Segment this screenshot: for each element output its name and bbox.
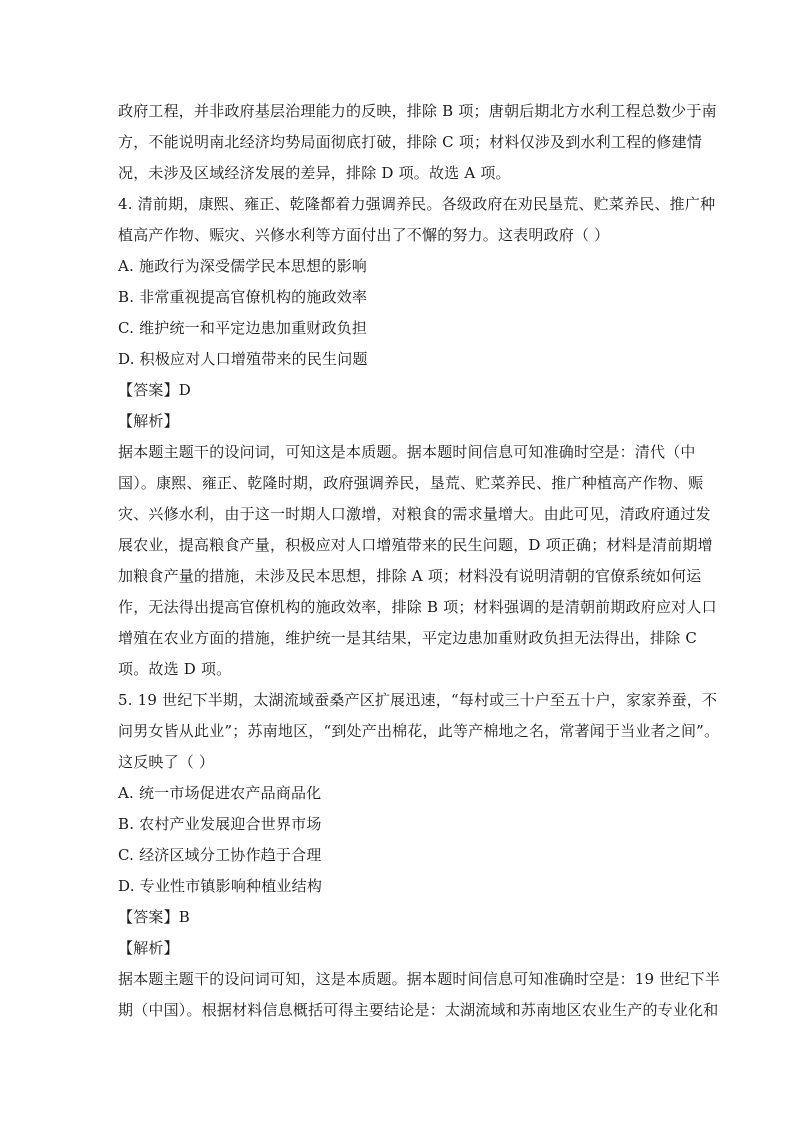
question-4-stem: 4. 清前期，康熙、雍正、乾隆都着力强调养民。各级政府在劝民垦荒、贮菜养民、推广种 [118,195,716,213]
answer-label: 【答案】D [118,381,192,399]
analysis-text: 据本题主题干的设问词，可知这是本质题。据本题时间信息可知准确时空是：清代（中 [118,443,696,461]
question-5-option-a: A. 统一市场促进农产品商品化 [118,784,322,802]
analysis-text: 加粮食产量的措施，未涉及民本思想，排除 A 项；材料没有说明清朝的官僚系统如何运 [118,567,702,585]
question-4-option-b: B. 非常重视提高官僚机构的施政效率 [118,288,368,306]
text-line: 政府工程，并非政府基层治理能力的反映，排除 B 项；唐朝后期北方水利工程总数少于南 [118,102,717,120]
analysis-label: 【解析】 [118,412,179,430]
text-line: 方，不能说明南北经济均势局面彻底打破，排除 C 项；材料仅涉及到水利工程的修建情 [118,133,703,151]
question-4-option-c: C. 维护统一和平定边患加重财政负担 [118,319,368,337]
analysis-text: 灾、兴修水利，由于这一时期人口激增，对粮食的需求量增大。由此可见，清政府通过发 [118,505,711,523]
question-4-option-a: A. 施政行为深受儒学民本思想的影响 [118,257,367,275]
analysis-text: 增殖在农业方面的措施，维护统一是其结果，平定边患加重财政负担无法得出，排除 C [118,629,698,647]
question-4-stem: 植高产作物、赈灾、兴修水利等方面付出了不懈的努力。这表明政府（ ） [118,226,610,244]
question-5-stem: 5. 19 世纪下半期，太湖流域蚕桑产区扩展迅速，“每村或三十户至五十户，家家养蚕，不 [118,691,718,709]
question-5-stem: 问男女皆从此业”；苏南地区，“到处产出棉花，此等产棉地之名，常著闻于当业者之间”。 [118,722,720,740]
analysis-text: 项。故选 D 项。 [118,660,232,678]
answer-label: 【答案】B [118,908,191,926]
question-5-option-d: D. 专业性市镇影响种植业结构 [118,877,323,895]
text-line: 况，未涉及区域经济发展的差异，排除 D 项。故选 A 项。 [118,164,511,182]
question-5-option-b: B. 农村产业发展迎合世界市场 [118,815,322,833]
analysis-text: 期（中国）。根据材料信息概括可得主要结论是：太湖流域和苏南地区农业生产的专业化和 [118,1001,719,1019]
analysis-text: 作，无法得出提高官僚机构的施政效率，排除 B 项；材料强调的是清朝前期政府应对人口 [118,598,717,616]
question-5-stem: 这反映了（ ） [118,753,215,771]
analysis-text: 国）。康熙、雍正、乾隆时期，政府强调养民，垦荒、贮菜养民、推广种植高产作物、赈 [118,474,704,492]
analysis-text: 展农业，提高粮食产量，积极应对人口增殖带来的民生问题，D 项正确；材料是清前期增 [118,536,713,554]
question-4-option-d: D. 积极应对人口增殖带来的民生问题 [118,350,368,368]
question-5-option-c: C. 经济区域分工协作趋于合理 [118,846,322,864]
analysis-text: 据本题主题干的设问词可知，这是本质题。据本题时间信息可知准确时空是：19 世纪下半 [118,970,721,988]
analysis-label: 【解析】 [118,939,179,957]
